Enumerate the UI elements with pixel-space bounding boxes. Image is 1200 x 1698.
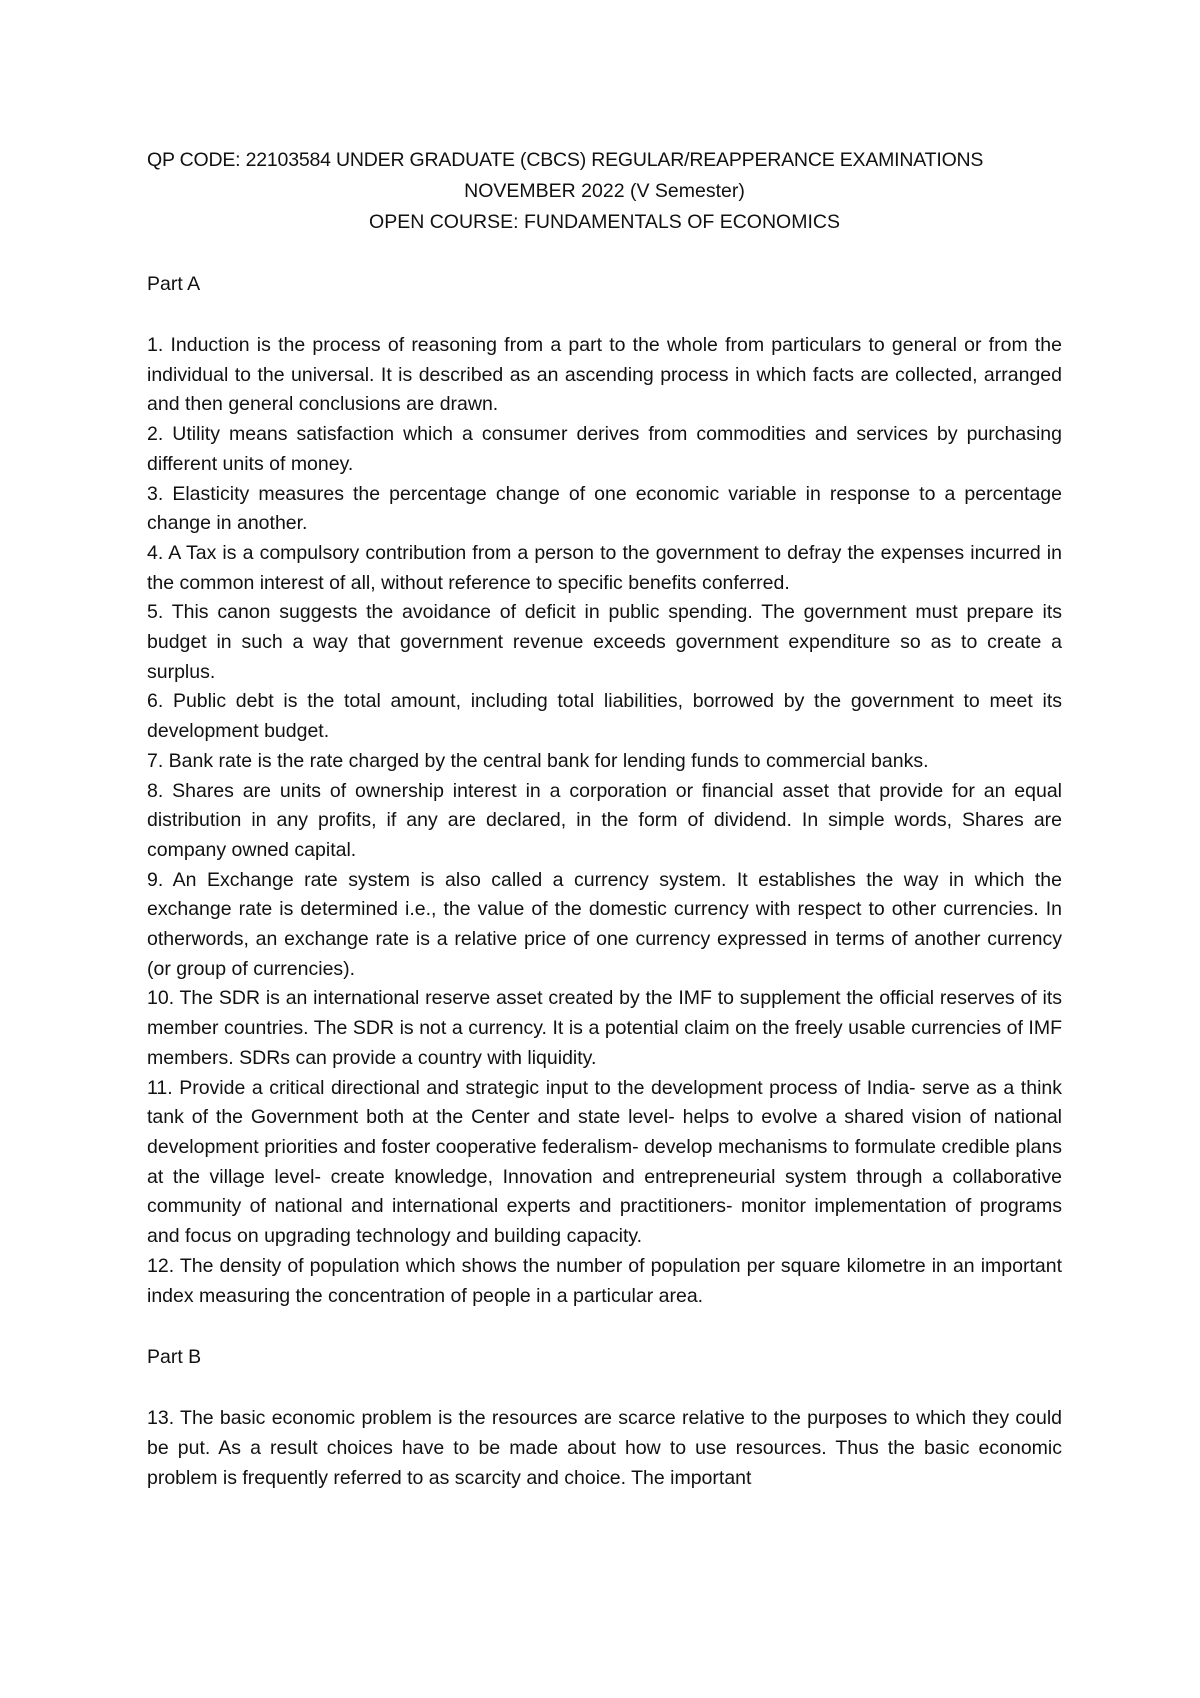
answer-9: 9. An Exchange rate system is also called a currency system. It establishes the way in which the exchange rate is determined i.e., the value of the domestic currency with respect to other currencies. In otherwords, an exchange rate is a relative price of one currency expressed in terms of another currency (or group of currencies). — [147, 868, 1062, 980]
answer-11: 11. Provide a critical directional and strategic input to the development process of India- serve as a think tank of the Government both at the Center and state level- helps to evolve a shared vision of national development priorities and foster cooperative federalism- develop mechanisms to formulate credible plans at the village level- create knowledge, Innovation and entrepreneurial system through a collaborative community of national and international experts and practitioners- monitor implementation of programs and focus on upgrading technology and building capacity. — [147, 1076, 1062, 1248]
part-a-heading: Part A — [147, 273, 201, 295]
answer-10: 10. The SDR is an international reserve asset created by the IMF to supplement the official reserves of its member countries. The SDR is not a currency. It is a potential claim on the freely usable currencies of IMF members. SDRs can provide a country with liquidity. — [147, 987, 1062, 1069]
answer-1: 1. Induction is the process of reasoning from a part to the whole from particulars to general or from the individual to the universal. It is described as an ascending process in which facts are collected, arranged and then general conclusions are drawn. — [147, 334, 1062, 416]
answer-13: 13. The basic economic problem is the resources are scarce relative to the purposes to which they could be put. As a result choices have to be made about how to use resources. Thus the basic economic problem is frequently referred to as scarcity and choice. The important — [147, 1407, 1062, 1489]
answer-6: 6. Public debt is the total amount, including total liabilities, borrowed by the government to meet its development budget. — [147, 690, 1062, 743]
answer-3: 3. Elasticity measures the percentage change of one economic variable in response to a percentage change in another. — [147, 482, 1062, 535]
answer-7: 7. Bank rate is the rate charged by the central bank for lending funds to commercial banks. — [147, 749, 929, 772]
part-b-heading: Part B — [147, 1346, 202, 1369]
answer-5: 5. This canon suggests the avoidance of deficit in public spending. The government must prepare its budget in such a way that government revenue exceeds government expenditure so as to create a surplus. — [147, 601, 1062, 683]
document-page — [147, 145, 1062, 1493]
answer-4: 4. A Tax is a compulsory contribution from a person to the government to defray the expenses incurred in the common interest of all, without reference to specific benefits conferred. — [147, 541, 1062, 594]
answer-12: 12. The density of population which shows the number of population per square kilometre in an important index measuring the concentration of people in a particular area. — [147, 1254, 1062, 1307]
course-title-line: OPEN COURSE: FUNDAMENTALS OF ECONOMICS — [369, 211, 840, 233]
answer-8: 8. Shares are units of ownership interest in a corporation or financial asset that provide for an equal distribution in any profits, if any are declared, in the form of dividend. In simple words, Shares are company owned capital. — [147, 779, 1062, 861]
exam-session-line: NOVEMBER 2022 (V Semester) — [464, 180, 745, 202]
exam-header-line: QP CODE: 22103584 UNDER GRADUATE (CBCS) REGULAR/REAPPERANCE EXAMINATIONS — [147, 149, 984, 171]
answer-2: 2. Utility means satisfaction which a consumer derives from commodities and services by purchasing different units of money. — [147, 423, 1062, 475]
